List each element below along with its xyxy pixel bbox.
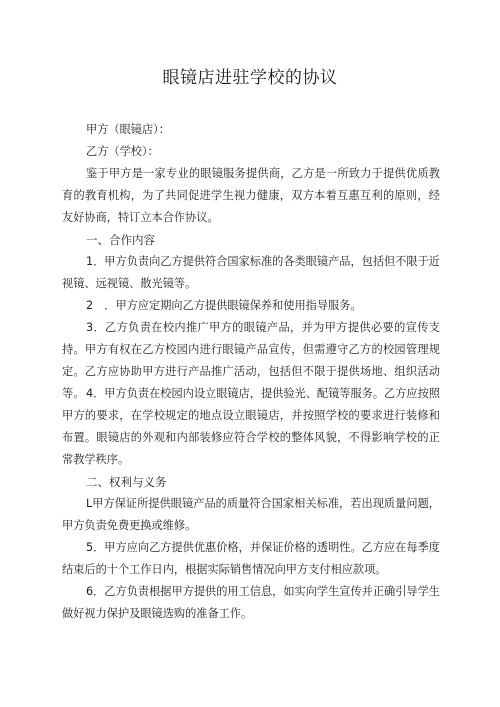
section-2-item-1: L甲方保证所提供眼镜产品的质量符合国家相关标准，若出现质量问题，甲方负责免费更换或维修。 (62, 497, 440, 532)
section-1-item-1: 1．甲方负责向乙方提供符合国家标准的各类眼镜产品，包括但不限于近视镜、远视镜、散光镜等。 (62, 255, 440, 290)
document-title: 眼镜店进驻学校的协议 (162, 68, 338, 88)
party-a-line: 甲方（眼镜店）： (86, 123, 170, 136)
section-1-heading: 一、合作内容 (86, 233, 155, 247)
section-1-item-4: 4．甲方负责在校园内设立眼镜店，提供验光、配镜等服务。乙方应按照甲方的要求，在学校规定的地点设立眼镜店，并按照学校的要求进行装修和布置。眼镜店的外观和内部装修应符合学校的整体风貌，不得影响学校的正常教学秩序。 (62, 387, 440, 466)
preamble-paragraph: 鉴于甲方是一家专业的眼镜服务提供商，乙方是一所致力于提供优质教育的教育机构，为了共同促进学生视力健康，双方本着互惠互利的原则，经友好协商，特订立本合作协议。 (62, 167, 440, 224)
section-1-item-3: 3．乙方负责在校内推广甲方的眼镜产品，并为甲方提供必要的宣传支持。甲方有权在乙方校园内进行眼镜产品宣传，但需遵守乙方的校园管理规定。乙方应协助甲方进行产品推广活动，包括但不限于提供场地、组织活动等。 (62, 321, 440, 400)
section-2-heading: 二、权利与义务 (86, 475, 167, 489)
section-2-item-5: 5．甲方应向乙方提供优惠价格，并保证价格的透明性。乙方应在每季度结束后的十个工作日内，根据实际销售情况向甲方支付相应款项。 (62, 541, 440, 576)
section-2-item-6: 6．乙方负责根据甲方提供的用工信息，如实向学生宣传并正确引导学生做好视力保护及眼镜选购的准备工作。 (62, 585, 440, 620)
party-b-line: 乙方（学校）： (86, 145, 159, 158)
section-1-item-2: 2 ．甲方应定期向乙方提供眼镜保养和使用指导服务。 (86, 299, 362, 312)
